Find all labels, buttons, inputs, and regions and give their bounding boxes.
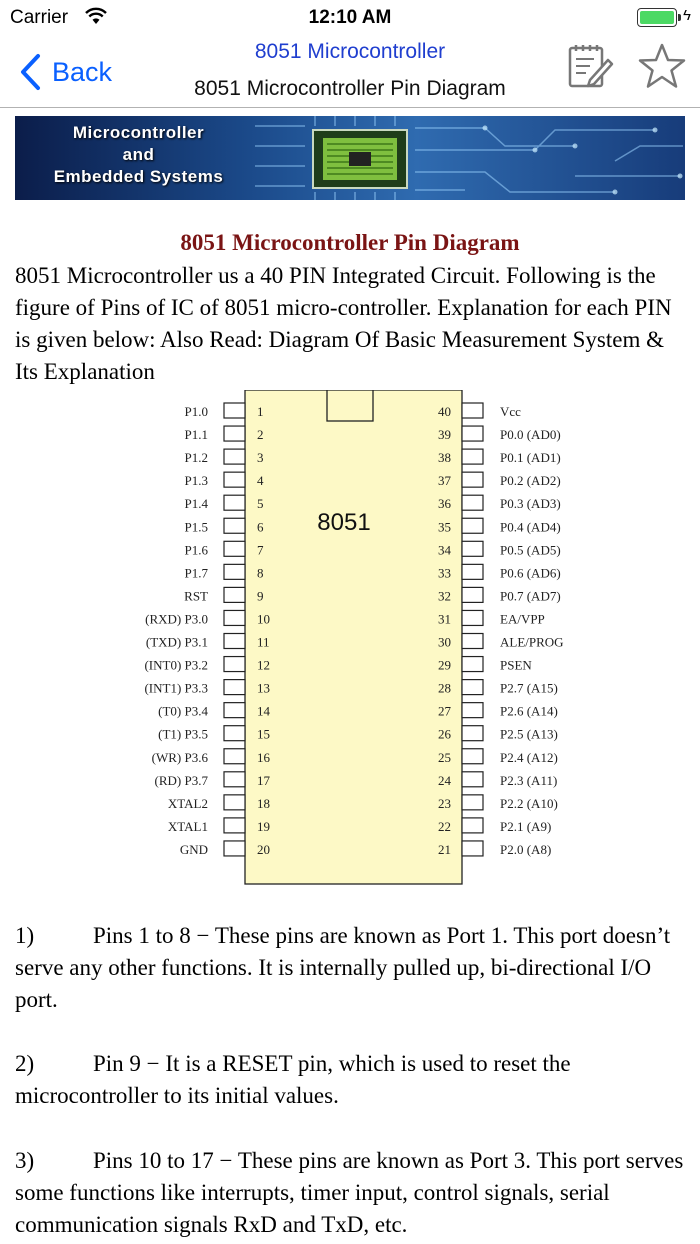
pin-number-right: 34 bbox=[438, 542, 451, 558]
pin-label-right: P0.0 (AD0) bbox=[500, 427, 561, 443]
pin-box-left bbox=[224, 587, 245, 602]
pin-box-right bbox=[462, 634, 483, 649]
pin-box-right bbox=[462, 703, 483, 718]
banner-line-3: Embedded Systems bbox=[53, 167, 224, 186]
pin-label-left: P1.7 bbox=[184, 565, 208, 581]
pin-box-left bbox=[224, 657, 245, 672]
pin-box-left bbox=[224, 426, 245, 441]
pin-label-right: P0.5 (AD5) bbox=[500, 542, 561, 558]
pin-label-right: P2.2 (A10) bbox=[500, 795, 558, 811]
navigation-bar bbox=[0, 36, 700, 108]
pin-number-left: 5 bbox=[257, 496, 264, 512]
pin-label-left: P1.4 bbox=[184, 496, 208, 512]
header-banner-image bbox=[15, 116, 685, 200]
pin-number-left: 3 bbox=[257, 450, 264, 466]
pin-box-left bbox=[224, 449, 245, 464]
pin-number-right: 21 bbox=[438, 841, 451, 857]
pin-number-right: 39 bbox=[438, 427, 451, 443]
pin-label-left: P1.1 bbox=[184, 427, 208, 443]
pin-box-left bbox=[224, 841, 245, 856]
clock: 12:10 AM bbox=[308, 7, 392, 28]
pin-box-right bbox=[462, 657, 483, 672]
pin-box-left bbox=[224, 518, 245, 533]
pin-number-left: 7 bbox=[257, 542, 264, 558]
pin-label-left: (INT0) P3.2 bbox=[144, 657, 208, 673]
pin-box-left bbox=[224, 564, 245, 579]
pin-number-left: 9 bbox=[257, 588, 264, 604]
pin-box-left bbox=[224, 703, 245, 718]
pin-label-left: P1.2 bbox=[184, 450, 208, 466]
pin-label-right: P2.3 (A11) bbox=[500, 772, 558, 788]
pin-number-right: 32 bbox=[438, 588, 451, 604]
pin-number-left: 16 bbox=[257, 749, 270, 765]
pin-label-right: P2.7 (A15) bbox=[500, 680, 558, 696]
pin-box-right bbox=[462, 772, 483, 787]
pin-box-right bbox=[462, 818, 483, 833]
pin-box-left bbox=[224, 772, 245, 787]
pin-box-left bbox=[224, 795, 245, 810]
pin-number-left: 10 bbox=[257, 611, 270, 627]
nav-title: 8051 Microcontroller bbox=[254, 40, 446, 63]
pin-box-left bbox=[224, 472, 245, 487]
paragraph-number: 3) bbox=[15, 1148, 35, 1173]
paragraph-2 bbox=[15, 1048, 687, 1112]
pin-box-left bbox=[224, 610, 245, 625]
paragraph-number: 2) bbox=[15, 1051, 35, 1076]
banner-text bbox=[21, 122, 256, 188]
pin-label-left: (T1) P3.5 bbox=[158, 726, 208, 742]
article-heading: 8051 Microcontroller Pin Diagram bbox=[180, 230, 520, 255]
pin-box-left bbox=[224, 680, 245, 695]
pin-box-right bbox=[462, 472, 483, 487]
pin-box-left bbox=[224, 541, 245, 556]
pin-label-left: (INT1) P3.3 bbox=[144, 680, 208, 696]
paragraph-text: Pin 9 − It is a RESET pin, which is used to reset the microcontroller to its initial values. bbox=[15, 1051, 571, 1108]
pin-label-right: P2.1 (A9) bbox=[500, 818, 552, 834]
pin-number-left: 11 bbox=[257, 634, 270, 650]
pin-number-right: 26 bbox=[438, 726, 451, 742]
pin-box-right bbox=[462, 610, 483, 625]
pin-label-right: P0.1 (AD1) bbox=[500, 450, 561, 466]
pin-label-right: P2.5 (A13) bbox=[500, 726, 558, 742]
pin-label-right: EA/VPP bbox=[500, 611, 545, 627]
pin-number-left: 18 bbox=[257, 795, 270, 811]
pin-number-left: 14 bbox=[257, 703, 270, 719]
pin-number-right: 36 bbox=[438, 496, 451, 512]
chip-notch bbox=[327, 390, 373, 421]
paragraph-text: Pins 10 to 17 − These pins are known as Port 3. This port serves some functions like interrupts, timer input, control signals, serial communication signals RxD and TxD, etc. bbox=[15, 1148, 684, 1237]
pin-box-right bbox=[462, 587, 483, 602]
star-icon[interactable] bbox=[637, 42, 687, 90]
pin-label-right: P2.6 (A14) bbox=[500, 703, 558, 719]
paragraph-number: 1) bbox=[15, 923, 35, 948]
pin-number-right: 24 bbox=[438, 772, 451, 788]
banner-line-2: and bbox=[122, 145, 155, 164]
pin-box-right bbox=[462, 426, 483, 441]
pin-number-left: 13 bbox=[257, 680, 270, 696]
pin-label-right: PSEN bbox=[500, 657, 532, 673]
pin-box-left bbox=[224, 634, 245, 649]
pin-box-right bbox=[462, 564, 483, 579]
pin-number-right: 40 bbox=[438, 404, 451, 419]
pin-label-left: (RD) P3.7 bbox=[154, 772, 208, 788]
pin-label-right: P0.6 (AD6) bbox=[500, 565, 561, 581]
pin-number-right: 37 bbox=[438, 473, 451, 489]
pin-label-right: P0.7 (AD7) bbox=[500, 588, 561, 604]
pin-label-left: (T0) P3.4 bbox=[158, 703, 208, 719]
status-bar bbox=[0, 0, 700, 36]
pin-number-right: 22 bbox=[438, 818, 451, 834]
pin-number-right: 29 bbox=[438, 657, 451, 673]
pin-label-right: P0.2 (AD2) bbox=[500, 473, 561, 489]
pin-number-left: 6 bbox=[257, 519, 264, 535]
pin-number-right: 23 bbox=[438, 795, 451, 811]
nav-subtitle: 8051 Microcontroller Pin Diagram bbox=[194, 77, 506, 100]
pin-number-right: 28 bbox=[438, 680, 451, 696]
carrier-label: Carrier bbox=[10, 7, 69, 28]
pin-diagram bbox=[0, 390, 700, 890]
pin-number-right: 33 bbox=[438, 565, 451, 581]
pin-number-right: 38 bbox=[438, 450, 451, 466]
pin-box-left bbox=[224, 749, 245, 764]
pin-box-right bbox=[462, 403, 483, 418]
pin-label-left: P1.5 bbox=[184, 519, 208, 535]
charging-bolt-icon: ϟ bbox=[683, 7, 691, 24]
pin-label-left: (RXD) P3.0 bbox=[145, 611, 208, 627]
pin-label-left: (WR) P3.6 bbox=[151, 749, 208, 765]
pin-number-right: 27 bbox=[438, 703, 451, 719]
pin-box-right bbox=[462, 518, 483, 533]
pin-number-right: 35 bbox=[438, 519, 451, 535]
pin-number-left: 4 bbox=[257, 473, 264, 489]
pin-box-left bbox=[224, 403, 245, 418]
pin-label-left: XTAL1 bbox=[167, 818, 208, 834]
pin-box-right bbox=[462, 495, 483, 510]
pin-box-right bbox=[462, 795, 483, 810]
pin-number-left: 12 bbox=[257, 657, 270, 673]
pin-number-left: 8 bbox=[257, 565, 264, 581]
pin-label-left: P1.3 bbox=[184, 473, 208, 489]
pin-box-right bbox=[462, 749, 483, 764]
pin-label-right: P0.4 (AD4) bbox=[500, 519, 561, 535]
pin-number-left: 2 bbox=[257, 427, 264, 443]
pin-label-left: XTAL2 bbox=[167, 795, 208, 811]
pin-number-left: 1 bbox=[257, 404, 264, 419]
pin-label-right: P0.3 (AD3) bbox=[500, 496, 561, 512]
pin-label-left: GND bbox=[179, 841, 208, 857]
pin-label-right: P2.4 (A12) bbox=[500, 749, 558, 765]
banner-line-1: Microcontroller bbox=[72, 123, 205, 142]
pin-label-right: ALE/PROG bbox=[500, 634, 564, 650]
pin-box-right bbox=[462, 841, 483, 856]
paragraph-1 bbox=[15, 920, 687, 1016]
paragraph-text: Pins 1 to 8 − These pins are known as Port 1. This port doesn’t serve any other functions. It is internally pulled up, bi-directional I/O port. bbox=[15, 923, 671, 1012]
pin-number-right: 30 bbox=[438, 634, 451, 650]
notes-edit-icon[interactable] bbox=[566, 42, 614, 90]
pin-box-right bbox=[462, 680, 483, 695]
pin-box-right bbox=[462, 449, 483, 464]
pin-box-left bbox=[224, 495, 245, 510]
pin-label-right: Vcc bbox=[500, 404, 521, 419]
pin-number-right: 31 bbox=[438, 611, 451, 627]
pin-box-left bbox=[224, 726, 245, 741]
pin-box-right bbox=[462, 726, 483, 741]
battery-icon bbox=[637, 8, 677, 27]
pin-box-right bbox=[462, 541, 483, 556]
pin-label-right: P2.0 (A8) bbox=[500, 841, 552, 857]
paragraph-3 bbox=[15, 1145, 687, 1241]
chip-body bbox=[245, 390, 462, 884]
pin-number-left: 19 bbox=[257, 818, 270, 834]
pin-label-left: RST bbox=[184, 588, 208, 604]
article-intro: 8051 Microcontroller us a 40 PIN Integrated Circuit. Following is the figure of Pins of IC of 8051 micro-controller. Explanation for each PIN is given below: Also Read: Diagram Of Basic Measurement System & Its Explanation bbox=[15, 263, 672, 384]
pin-number-left: 15 bbox=[257, 726, 270, 742]
chip-label: 8051 bbox=[317, 509, 371, 536]
back-button-label: Back bbox=[52, 56, 113, 87]
pin-label-left: P1.0 bbox=[184, 404, 208, 419]
chip-icon bbox=[305, 126, 415, 192]
pin-label-left: P1.6 bbox=[184, 542, 208, 558]
pin-label-left: (TXD) P3.1 bbox=[145, 634, 208, 650]
pin-number-left: 20 bbox=[257, 841, 270, 857]
pin-box-left bbox=[224, 818, 245, 833]
pin-number-right: 25 bbox=[438, 749, 451, 765]
pin-number-left: 17 bbox=[257, 772, 270, 788]
